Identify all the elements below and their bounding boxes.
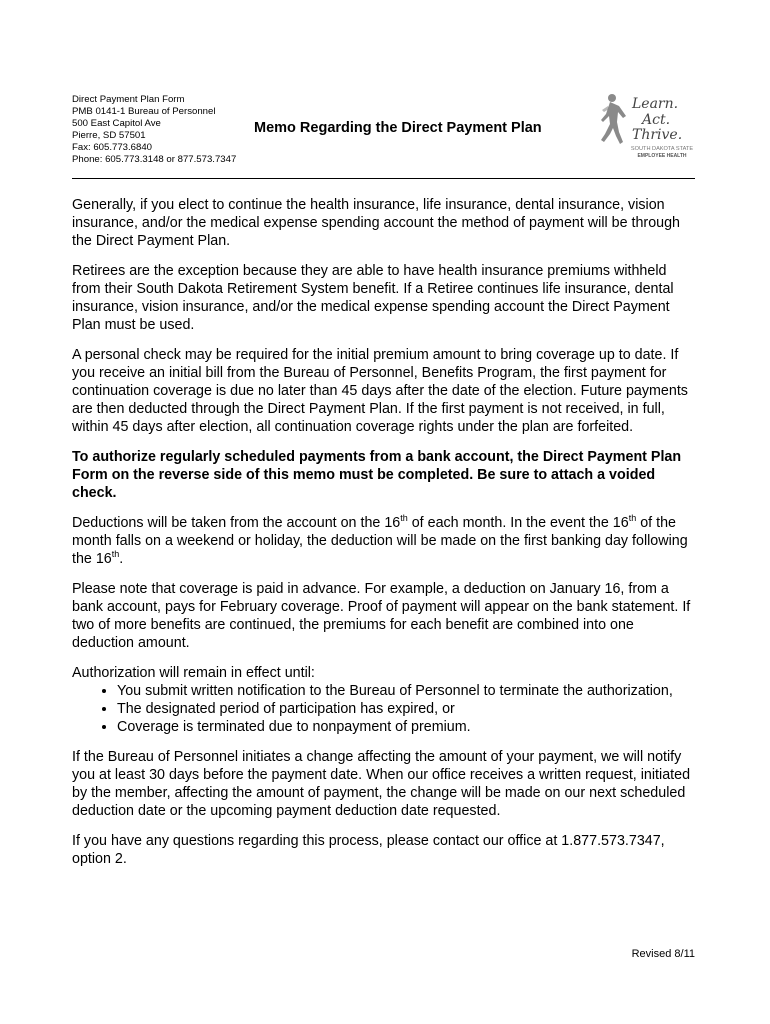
logo-org: SOUTH DAKOTA STATE: [630, 146, 694, 152]
paragraph-advance-payment: Please note that coverage is paid in advance. For example, a deduction on January 16, from a bank account, pays for February coverage. Proof of payment will appear on the bank statement. If two of more benefits are continued, the premiums for each benefit are combined into one deduction amount.: [72, 581, 691, 651]
address-line: Fax: 605.773.6840: [72, 142, 153, 153]
paragraph-contact: If you have any questions regarding this process, please contact our office at 1.877.573.7347, option 2.: [72, 833, 665, 867]
list-item: • You submit written notification to the Bureau of Personnel to terminate the authorization,: [117, 682, 697, 700]
paragraph-payment-change: If the Bureau of Personnel initiates a change affecting the amount of your payment, we will notify you at least 30 days before the payment date. When our office receives a written request, initiated by the member, affecting the amount of payment, the change will be made on our next scheduled deduction date or the upcoming payment deduction date requested.: [72, 749, 691, 819]
paragraph-deductions: [72, 514, 697, 568]
deductions-text: of each month. In the event the 16: [407, 515, 629, 531]
return-address: [72, 94, 236, 166]
address-line: 500 East Capitol Ave: [72, 118, 161, 129]
ordinal-suffix: th: [628, 513, 637, 524]
deductions-text: Deductions will be taken from the account on the 16: [72, 515, 401, 531]
memo-title: Memo Regarding the Direct Payment Plan: [254, 120, 542, 136]
logo-dept: EMPLOYEE HEALTH: [637, 153, 687, 159]
logo-line-act: Act.: [642, 112, 671, 128]
address-line: Pierre, SD 57501: [72, 130, 146, 141]
employee-health-logo: [598, 90, 704, 162]
runner-icon: [601, 94, 626, 144]
address-line: Phone: 605.773.3148 or 877.573.7347: [72, 154, 237, 165]
logo-line-learn: Learn.: [632, 96, 679, 112]
header-divider: [72, 178, 695, 179]
authorization-conditions-list: [72, 682, 697, 736]
deductions-text: .: [119, 551, 124, 567]
list-item: • The designated period of participation has expired, or: [117, 700, 697, 718]
ordinal-suffix: th: [111, 549, 120, 560]
ordinal-suffix: th: [400, 513, 408, 524]
paragraph-retirees: Retirees are the exception because they are able to have health insurance premiums withheld from their South Dakota Retirement System benefit. If a Retiree continues life insurance, dental insurance, vision insurance, and/or the medical expense spending account the Direct Payment Plan must be used.: [72, 263, 674, 333]
paragraph-authorize-instructions: To authorize regularly scheduled payments from a bank account, the Direct Payment Plan Form on the reverse side of this memo must be completed. Be sure to attach a voided check.: [72, 449, 682, 501]
paragraph-general: Generally, if you elect to continue the health insurance, life insurance, dental insurance, vision insurance, and/or the medical expense spending account the method of payment will be through the Direct Payment Plan.: [72, 197, 681, 249]
revision-date: Revised 8/11: [631, 948, 695, 960]
address-line: PMB 0141-1 Bureau of Personnel: [72, 106, 216, 117]
paragraph-authorization-intro: Authorization will remain in effect until:: [72, 665, 315, 681]
memo-header: [72, 94, 697, 168]
deductions-text: of the month falls on a weekend or holiday, the deduction will be made on the first banking day following the 16: [72, 515, 688, 567]
paragraph-personal-check: A personal check may be required for the initial premium amount to bring coverage up to date. If you receive an initial bill from the Bureau of Personnel, Benefits Program, the first payment for continuation coverage is due no later than 45 days after the date of the election. Future payments are then deducted through the Direct Payment Plan. If the first payment is not received, in full, within 45 days after election, all continuation coverage rights under the plan are forfeited.: [72, 347, 688, 435]
logo-line-thrive: Thrive.: [632, 127, 683, 143]
list-item: • Coverage is terminated due to nonpayment of premium.: [117, 718, 697, 736]
memo-body: [72, 196, 697, 880]
address-line: Direct Payment Plan Form: [72, 94, 185, 105]
